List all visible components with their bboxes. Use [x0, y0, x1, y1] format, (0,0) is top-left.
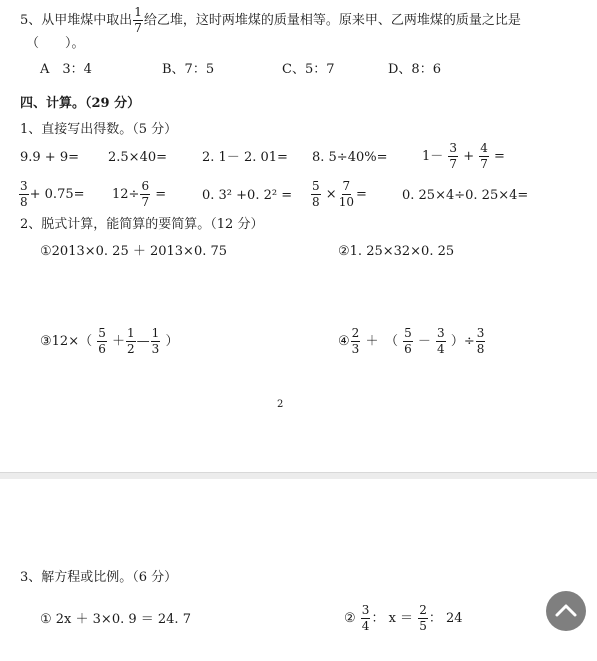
expr-item: ②1. 25×32×0. 25	[338, 244, 455, 259]
fraction: $\frac{1}{3}$	[151, 326, 160, 356]
calc-item: 2. 1－ 2. 01=	[202, 150, 288, 165]
fraction: $\frac{1}{7}$	[134, 5, 142, 35]
q5-stem: 5、从甲堆煤中取出 $\frac{1}{7}$ 给乙堆，这时两堆煤的质量相等。原来甲、乙两堆煤的质量之比是	[20, 5, 521, 35]
expr-item: ①2013×0. 25 ＋ 2013×0. 75	[40, 244, 228, 259]
fraction: $\frac{5}{6}$	[404, 326, 412, 356]
calc-item: 2.5×40=	[108, 150, 168, 165]
calc-item: $\frac{5}{8}$ × $\frac{7}{10}$ =	[312, 179, 367, 209]
fraction: $\frac{3}{8}$	[476, 326, 485, 356]
calc-item: 12÷ $\frac{6}{7}$ =	[112, 179, 167, 209]
expr-item: ③12×（ $\frac{5}{6}$ ＋ $\frac{1}{2}$ — $\frac{1}{3}$ ）	[40, 326, 179, 356]
scroll-top-button[interactable]	[546, 591, 586, 631]
section-title: 四、计算。（29 分）	[20, 96, 141, 111]
fraction: $\frac{3}{8}$	[20, 179, 28, 209]
calc-item: $\frac{3}{8}$ + 0.75=	[20, 179, 85, 209]
fraction: $\frac{3}{4}$	[361, 603, 370, 633]
calc-item: 9.9 + 9=	[20, 150, 79, 165]
equation-item: ① 2x ＋ 3×0. 9 ＝ 24. 7	[40, 612, 191, 627]
calc-item: 0. 25×4÷0. 25×4=	[402, 188, 529, 203]
fraction: $\frac{3}{4}$	[437, 326, 445, 356]
q5-blank: （ ）。	[26, 36, 85, 51]
fraction: $\frac{6}{7}$	[141, 179, 150, 209]
fraction: $\frac{1}{2}$	[127, 326, 135, 356]
option-b: B、7：5	[162, 62, 215, 77]
fraction: $\frac{2}{5}$	[419, 603, 427, 633]
expr-item: ④ $\frac{2}{3}$ ＋ （ $\frac{5}{6}$ － $\frac{3}{4}$ ）÷ $\frac{3}{8}$	[338, 326, 485, 356]
fraction: $\frac{5}{8}$	[312, 179, 320, 209]
option-d: D、8：6	[388, 62, 441, 77]
calc-item: 0. 3² +0. 2² =	[202, 188, 293, 203]
part3-title: 3、解方程或比例。（6 分）	[20, 570, 178, 585]
page-divider	[0, 472, 597, 479]
option-c: C、5：7	[282, 62, 335, 77]
fraction: $\frac{2}{3}$	[351, 326, 360, 356]
fraction: $\frac{7}{10}$	[338, 179, 354, 209]
part2-title: 2、脱式计算，能简算的要简算。（12 分）	[20, 217, 264, 232]
fraction: $\frac{4}{7}$	[480, 141, 488, 171]
option-a: A 3：4	[40, 62, 92, 77]
equation-item: ② $\frac{3}{4}$ ： x ＝ $\frac{2}{5}$ ： 24	[344, 603, 463, 633]
chevron-up-icon	[554, 599, 578, 623]
part1-title: 1、直接写出得数。（5 分）	[20, 122, 178, 137]
fraction: $\frac{5}{6}$	[98, 326, 106, 356]
page-number: 2	[277, 399, 284, 410]
calc-item: 1－ $\frac{3}{7}$ + $\frac{4}{7}$ =	[422, 141, 505, 171]
calc-item: 8. 5÷40%=	[312, 150, 388, 165]
fraction: $\frac{3}{7}$	[449, 141, 458, 171]
